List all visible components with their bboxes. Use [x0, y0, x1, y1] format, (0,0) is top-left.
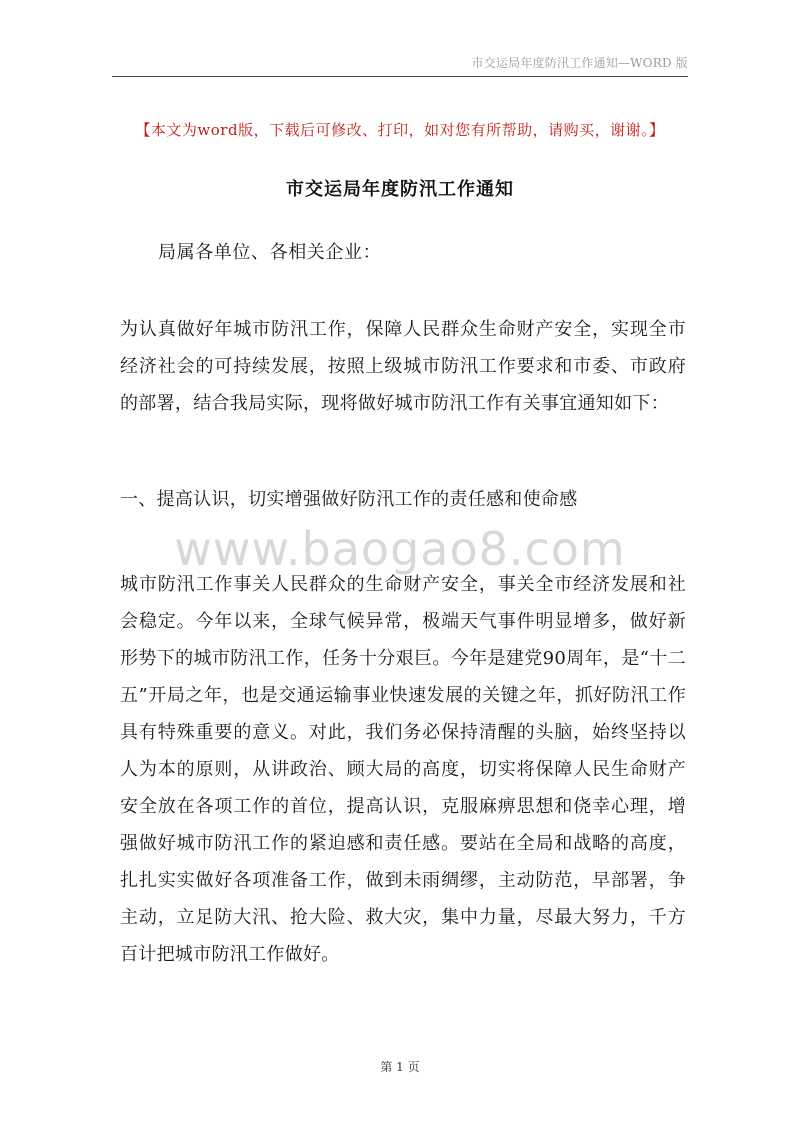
intro-paragraph: 为认真做好年城市防汛工作，保障人民群众生命财产安全，实现全市经济社会的可持续发展，按照上级城市防汛工作要求和市委、市政府的部署，结合我局实际，现将做好城市防汛工作有关事宜通知如下：	[120, 319, 686, 414]
header-rule	[112, 76, 688, 77]
running-header: 市交运局年度防汛工作通知—WORD 版	[471, 56, 688, 70]
page-number: 第 1 页	[380, 1060, 420, 1074]
document-title: 市交运局年度防汛工作通知	[286, 179, 514, 200]
watermark: www.baogao8.com	[174, 522, 626, 576]
section-1-paragraph: 城市防汛工作事关人民群众的生命财产安全，事关全市经济发展和社会稳定。今年以来，全球气候异常，极端天气事件明显增多，做好新形势下的城市防汛工作，任务十分艰巨。今年是建党90周年，是“十二五”开局之年，也是交通运输事业快速发展的关键之年，抓好防汛工作具有特殊重要的意义。对此，我们务必保持清醒的头脑，始终坚持以人为本的原则，从讲政治、顾大局的高度，切实将保障人民生命财产安全放在各项工作的首位，提高认识，克服麻痹思想和侥幸心理，增强做好城市防汛工作的紧迫感和责任感。要站在全局和战略的高度，扎扎实实做好各项准备工作，做到未雨绸缪，主动防范，早部署，争主动，立足防大汛、抢大险、救大灾，集中力量，尽最大努力，千方百计把城市防汛工作做好。	[120, 574, 686, 965]
purchase-notice: 【本文为word版，下载后可修改、打印，如对您有所帮助，请购买，谢谢。】	[135, 121, 665, 139]
section-heading-1: 一、提高认识，切实增强做好防汛工作的责任感和使命感	[120, 489, 578, 510]
salutation: 局属各单位、各相关企业：	[158, 242, 382, 263]
